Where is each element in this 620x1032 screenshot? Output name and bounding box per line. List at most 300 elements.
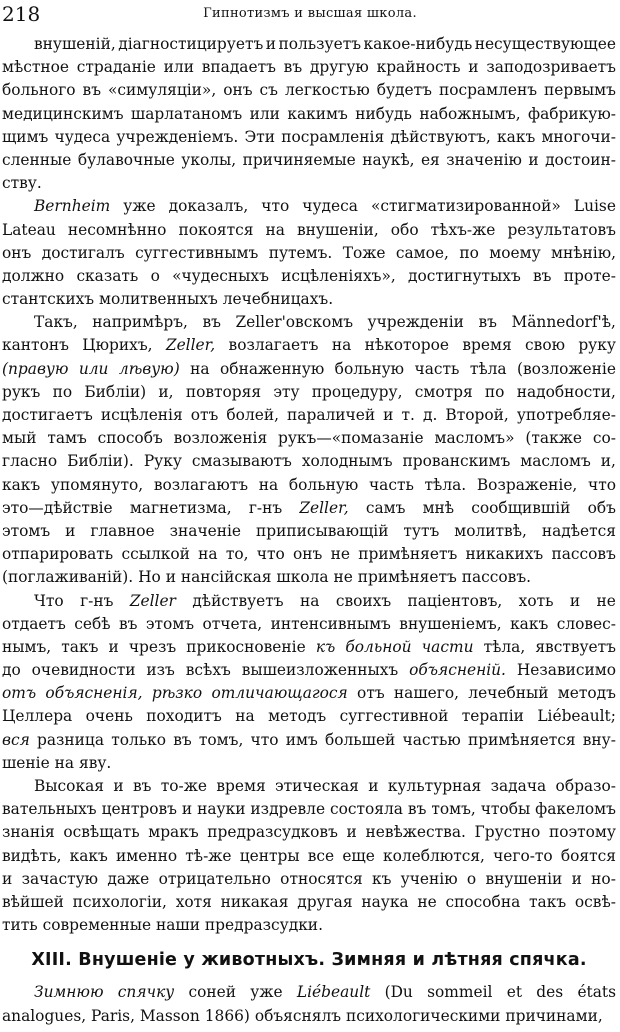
word: чего-то bbox=[493, 846, 553, 865]
text-line bbox=[2, 543, 616, 566]
paragraph bbox=[2, 195, 616, 311]
word: покоятся bbox=[178, 220, 254, 239]
word: исцѣленія bbox=[100, 406, 183, 424]
text-line bbox=[2, 729, 616, 752]
text-line bbox=[2, 891, 616, 914]
text-line bbox=[2, 56, 616, 79]
word: на bbox=[331, 336, 352, 355]
word: отъ bbox=[190, 406, 219, 424]
word: т. bbox=[401, 406, 415, 424]
word: современные bbox=[42, 916, 152, 935]
word: путемъ. bbox=[268, 243, 333, 262]
word: въ bbox=[533, 266, 552, 285]
word: впадаетъ bbox=[201, 58, 276, 77]
word: холоднымъ bbox=[301, 452, 393, 471]
word: все bbox=[307, 846, 335, 865]
word: интенсивнымъ bbox=[270, 614, 391, 633]
word: этическая bbox=[275, 777, 359, 795]
word: внушеніи, bbox=[296, 220, 379, 239]
word: посрамленъ bbox=[438, 81, 538, 100]
word: Грустно bbox=[474, 823, 541, 842]
word: видѣть, bbox=[2, 846, 62, 865]
word: д. bbox=[422, 406, 438, 424]
word: и bbox=[368, 777, 379, 795]
word: внушеніемъ, bbox=[399, 614, 502, 633]
word: хотя bbox=[175, 892, 212, 911]
word: отъ bbox=[357, 684, 385, 703]
word: вѣйшей bbox=[2, 892, 64, 911]
word: тамъ bbox=[47, 429, 87, 448]
word: больного bbox=[2, 81, 76, 100]
word: Liébeault bbox=[296, 983, 371, 1002]
word: на bbox=[265, 220, 285, 239]
word: части bbox=[421, 637, 474, 656]
word: колеблются, bbox=[383, 846, 485, 865]
word: доказалъ, bbox=[168, 197, 249, 216]
word: моему bbox=[489, 243, 541, 262]
word: въ bbox=[132, 777, 152, 795]
word: чтобы bbox=[480, 800, 531, 819]
text-line bbox=[2, 566, 616, 589]
page-header bbox=[0, 0, 620, 30]
word: набожнымъ, bbox=[419, 104, 521, 123]
word: не bbox=[330, 545, 350, 564]
word: достигаетъ bbox=[2, 406, 93, 424]
word: 1866) bbox=[204, 1006, 250, 1025]
word: самъ bbox=[365, 498, 406, 517]
word: отличающагося bbox=[211, 684, 348, 703]
word: Второй, bbox=[445, 406, 509, 424]
word: будетъ bbox=[376, 81, 432, 100]
word: Библіи) bbox=[84, 382, 147, 401]
word: сказать bbox=[76, 266, 139, 285]
word: стантскихъ bbox=[2, 290, 95, 309]
word: шеніе bbox=[2, 753, 50, 772]
word: свою bbox=[525, 336, 565, 355]
word: и bbox=[65, 521, 76, 540]
text-line bbox=[2, 450, 616, 473]
word: значеніе bbox=[169, 521, 242, 540]
word: объясненій. bbox=[409, 661, 506, 680]
word: и bbox=[181, 800, 193, 819]
text-line bbox=[2, 103, 616, 126]
word: и, bbox=[158, 382, 174, 401]
text-line bbox=[2, 590, 616, 613]
text-line bbox=[2, 845, 616, 868]
word: дѣйствуетъ bbox=[192, 591, 284, 610]
text-line bbox=[2, 705, 616, 728]
word: приписывающій bbox=[255, 521, 389, 540]
word: Liébeault; bbox=[537, 707, 616, 726]
word: въ bbox=[407, 800, 427, 819]
word: наукѣ, bbox=[362, 150, 415, 169]
text-line bbox=[2, 981, 616, 1004]
word: этомъ bbox=[145, 614, 195, 633]
word: процедуру, bbox=[311, 382, 403, 401]
word: какъ bbox=[510, 614, 549, 633]
word: внушеніи bbox=[485, 869, 563, 888]
word: рукъ—«помазаніе bbox=[278, 429, 424, 448]
word: состояла bbox=[330, 800, 403, 819]
word: Zeller'овскомъ bbox=[235, 313, 353, 332]
word: больную bbox=[334, 359, 405, 378]
word: что bbox=[588, 475, 616, 494]
word: культурная bbox=[387, 777, 482, 795]
word: освѣщать bbox=[63, 823, 140, 842]
word: уже bbox=[250, 983, 283, 1002]
word: какъ bbox=[497, 127, 536, 146]
word: посрамленія bbox=[281, 127, 385, 146]
paragraph-list bbox=[2, 33, 616, 937]
word: Bernheim bbox=[34, 197, 111, 216]
word: другая bbox=[297, 892, 353, 911]
word: Возраженіе, bbox=[476, 475, 578, 494]
word: о bbox=[150, 266, 160, 285]
word: ея bbox=[420, 150, 440, 169]
word: булавочные bbox=[77, 150, 175, 169]
word: заподозриваетъ bbox=[486, 58, 616, 77]
paragraph bbox=[2, 775, 616, 937]
word: мѣстное bbox=[2, 58, 70, 77]
word: обо bbox=[390, 220, 419, 239]
section-heading: XIII. Внушеніе у животныхъ. Зимняя и лѣтняя спячка. bbox=[31, 950, 587, 971]
word: должно bbox=[2, 266, 65, 285]
text-line bbox=[2, 33, 616, 56]
text-line bbox=[2, 404, 616, 427]
word: не bbox=[333, 568, 353, 587]
word: еще bbox=[342, 846, 375, 865]
paragraph bbox=[2, 311, 616, 589]
word: дѣйствуютъ, bbox=[390, 127, 491, 146]
text-line bbox=[2, 775, 616, 798]
word: чудеса bbox=[302, 197, 358, 216]
word: учрежденіемъ. bbox=[116, 127, 239, 146]
word: всѣхъ bbox=[185, 661, 231, 680]
word: учрежденіи bbox=[367, 313, 464, 332]
word: медицинскимъ bbox=[2, 104, 124, 123]
word: и bbox=[265, 35, 276, 53]
word: онъ bbox=[223, 81, 253, 100]
word: ученію bbox=[400, 869, 458, 888]
word: по bbox=[52, 382, 73, 401]
word: мый bbox=[2, 429, 37, 448]
word: какъ bbox=[69, 846, 108, 865]
word: пассовъ bbox=[551, 545, 616, 564]
word: отчета, bbox=[202, 614, 263, 633]
word: рѣзко bbox=[151, 684, 203, 703]
word: объяснялъ bbox=[254, 1006, 342, 1025]
word: надѣется bbox=[541, 521, 616, 540]
word: «стигматизированной» bbox=[370, 197, 561, 216]
word: шарлатаномъ bbox=[130, 104, 243, 123]
text-line bbox=[2, 497, 616, 520]
word: томъ, bbox=[198, 730, 244, 749]
word: никакихъ bbox=[465, 545, 544, 564]
word: то, bbox=[225, 545, 249, 564]
word: къ bbox=[315, 637, 336, 656]
word: и bbox=[571, 869, 582, 888]
text-line bbox=[2, 613, 616, 636]
word: отъ bbox=[2, 684, 37, 703]
word: словес- bbox=[556, 614, 616, 633]
word: этомъ bbox=[2, 521, 51, 540]
text-line bbox=[2, 311, 616, 334]
word: Зимнюю bbox=[34, 983, 104, 1002]
word: не bbox=[417, 892, 437, 911]
word: примѣняетъ bbox=[358, 545, 458, 564]
word: и bbox=[569, 591, 581, 610]
word: спячку bbox=[117, 983, 175, 1002]
word: г-нъ bbox=[248, 498, 283, 517]
word: мнѣнію, bbox=[551, 243, 616, 262]
word: обнаженную bbox=[220, 359, 325, 378]
word: время bbox=[216, 777, 266, 795]
word: методъ bbox=[557, 684, 616, 703]
word: уже bbox=[123, 197, 156, 216]
running-title: Гипнотизмъ и высшая школа. bbox=[203, 6, 417, 21]
word: что bbox=[256, 545, 285, 564]
word: что bbox=[250, 730, 279, 749]
word: Целлера bbox=[2, 707, 73, 726]
word: это—дѣйствіе bbox=[2, 498, 113, 517]
word: науки bbox=[197, 800, 246, 819]
word: по bbox=[459, 243, 479, 262]
word: лечебницахъ. bbox=[222, 290, 334, 309]
word: Zeller, bbox=[299, 498, 349, 517]
word: масломъ» bbox=[434, 429, 515, 448]
word: или bbox=[163, 58, 194, 77]
word: психологіи, bbox=[72, 892, 167, 911]
word: объясненія, bbox=[45, 684, 143, 703]
word: возлагаютъ bbox=[153, 475, 249, 494]
word: очевидности bbox=[31, 661, 136, 680]
text-line bbox=[2, 798, 616, 821]
word: нансійская bbox=[180, 568, 272, 587]
word: на bbox=[54, 753, 75, 772]
word: Независимо bbox=[516, 661, 616, 680]
word: (Du bbox=[384, 983, 413, 1002]
word: объ bbox=[587, 498, 616, 517]
word: Руку bbox=[143, 452, 182, 471]
text-line bbox=[2, 682, 616, 705]
word: или bbox=[249, 104, 280, 123]
word: своихъ bbox=[335, 591, 392, 610]
word: не bbox=[596, 591, 616, 610]
word: Что bbox=[34, 591, 64, 610]
word: сообщившій bbox=[471, 498, 571, 517]
word: Masson bbox=[139, 1006, 200, 1025]
word: со- bbox=[592, 429, 616, 448]
word: тить bbox=[2, 916, 38, 935]
word: примѣняется bbox=[468, 730, 576, 749]
word: боятся bbox=[560, 846, 616, 865]
word: и bbox=[2, 869, 13, 888]
word: достигнутыхъ bbox=[408, 266, 521, 285]
word: г-нъ bbox=[80, 591, 114, 610]
word: états bbox=[577, 983, 616, 1002]
word: въ bbox=[283, 58, 303, 77]
word: достоин- bbox=[545, 150, 616, 169]
word: (также bbox=[525, 429, 582, 448]
word: проте- bbox=[563, 266, 616, 285]
text-line bbox=[2, 1005, 616, 1028]
word: въ bbox=[478, 313, 497, 332]
word: Тоже bbox=[342, 243, 386, 262]
word: магнетизма, bbox=[129, 498, 232, 517]
word: на bbox=[258, 475, 279, 494]
word: отдаетъ bbox=[2, 614, 66, 633]
paragraph bbox=[2, 33, 616, 195]
word: вну- bbox=[582, 730, 616, 749]
word: и bbox=[346, 823, 357, 842]
word: и bbox=[468, 58, 479, 77]
word: центры bbox=[239, 846, 300, 865]
word: способъ bbox=[97, 429, 163, 448]
word: способна bbox=[445, 892, 521, 911]
word: молитвѣ, bbox=[454, 521, 527, 540]
word: то-же bbox=[160, 777, 208, 795]
word: о bbox=[466, 869, 477, 888]
word: суггестивной bbox=[339, 707, 449, 726]
text-line bbox=[2, 265, 616, 288]
word: и bbox=[528, 150, 539, 169]
word: но- bbox=[591, 869, 616, 888]
word: повторяя bbox=[185, 382, 262, 401]
word: Zeller, bbox=[165, 336, 216, 355]
word: параличей bbox=[287, 406, 376, 424]
word: внушеній, bbox=[34, 35, 116, 53]
word: наши bbox=[155, 916, 200, 935]
word: что bbox=[261, 197, 290, 216]
word: паціентовъ, bbox=[407, 591, 503, 610]
word: упомянуто, bbox=[50, 475, 144, 494]
word: «чудесныхъ bbox=[172, 266, 269, 285]
word: уколы, bbox=[181, 150, 237, 169]
word: зачастую bbox=[21, 869, 99, 888]
word: Männedorf'ѣ, bbox=[511, 313, 616, 332]
word: отпарировать bbox=[2, 545, 114, 564]
word: онъ bbox=[293, 545, 323, 564]
text-line bbox=[2, 79, 616, 102]
word: невѣжества. bbox=[365, 823, 466, 842]
word: предразсудковъ bbox=[207, 823, 338, 842]
word: другую bbox=[309, 58, 369, 77]
text-line bbox=[2, 752, 616, 775]
word: возлагаетъ bbox=[228, 336, 319, 355]
word: на bbox=[235, 707, 255, 726]
word: analogues, bbox=[2, 1006, 87, 1025]
text-line bbox=[2, 520, 616, 543]
word: время bbox=[462, 336, 512, 355]
word: терапіи bbox=[461, 707, 524, 726]
word: примѣняетъ bbox=[357, 568, 457, 587]
word: надобности, bbox=[516, 382, 616, 401]
word: Paris, bbox=[91, 1006, 135, 1025]
word: причинами, bbox=[505, 1006, 603, 1025]
word: въ bbox=[173, 730, 192, 749]
text-line bbox=[2, 242, 616, 265]
word: щимъ bbox=[2, 127, 49, 146]
word: ству. bbox=[2, 174, 42, 193]
word: несуществующее bbox=[474, 35, 616, 53]
word: мнѣ bbox=[422, 498, 455, 517]
text-line bbox=[2, 427, 616, 450]
word: болей, bbox=[226, 406, 279, 424]
word: достигалъ bbox=[41, 243, 125, 262]
word: «симуляціи», bbox=[108, 81, 217, 100]
word: себѣ bbox=[74, 614, 111, 633]
word: тѣла bbox=[469, 359, 507, 378]
word: крайность bbox=[376, 58, 461, 77]
word: Высокая bbox=[34, 777, 104, 795]
word: поэтому bbox=[548, 823, 616, 842]
word: діагностицируетъ bbox=[118, 35, 264, 53]
word: и bbox=[108, 637, 119, 656]
word: причиняемые bbox=[242, 150, 356, 169]
paragraph bbox=[2, 590, 616, 776]
text-line bbox=[2, 288, 616, 311]
word: яву. bbox=[79, 753, 112, 772]
word: явствуетъ bbox=[535, 637, 616, 656]
word: вся bbox=[2, 730, 30, 749]
text-line bbox=[2, 474, 616, 497]
word: et bbox=[506, 983, 523, 1002]
word: какимъ bbox=[287, 104, 348, 123]
word: тѣла. bbox=[424, 475, 467, 494]
word: Lateau bbox=[2, 220, 56, 239]
word: исцѣленіяхъ», bbox=[281, 266, 396, 285]
word: многочи- bbox=[541, 127, 616, 146]
word: значенію bbox=[446, 150, 522, 169]
word: (возложеніе bbox=[517, 359, 616, 378]
word: наука bbox=[361, 892, 409, 911]
text-line bbox=[2, 381, 616, 404]
word: и, bbox=[600, 452, 616, 471]
word: самое, bbox=[395, 243, 449, 262]
word: ссылкой bbox=[121, 545, 190, 564]
word: въ bbox=[82, 81, 102, 100]
word: смотря bbox=[414, 382, 473, 401]
word: (поглаживаній). bbox=[2, 568, 134, 587]
word: хоть bbox=[518, 591, 554, 610]
word: тѣла, bbox=[483, 637, 526, 656]
word: тутъ bbox=[403, 521, 440, 540]
word: руку bbox=[578, 336, 616, 355]
word: прованскимъ bbox=[402, 452, 511, 471]
word: разница bbox=[36, 730, 104, 749]
word: томъ, bbox=[431, 800, 476, 819]
word: отрицательно bbox=[158, 869, 271, 888]
word: молитвенныхъ bbox=[98, 290, 218, 309]
page-body bbox=[2, 33, 616, 1028]
word: чрезъ bbox=[128, 637, 177, 656]
word: имъ bbox=[285, 730, 318, 749]
word: пользуетъ bbox=[278, 35, 362, 53]
text-line bbox=[2, 868, 616, 891]
word: образо- bbox=[555, 777, 616, 795]
word: эту bbox=[273, 382, 300, 401]
word: Эти bbox=[244, 127, 276, 146]
word: тѣ-же bbox=[185, 846, 232, 865]
word: походитъ bbox=[146, 707, 222, 726]
text-line bbox=[2, 821, 616, 844]
word: соней bbox=[188, 983, 236, 1002]
word: на bbox=[300, 591, 320, 610]
word: и bbox=[165, 568, 176, 587]
word: нымъ, bbox=[2, 637, 52, 656]
word: по bbox=[484, 382, 505, 401]
word: легкостью bbox=[284, 81, 370, 100]
